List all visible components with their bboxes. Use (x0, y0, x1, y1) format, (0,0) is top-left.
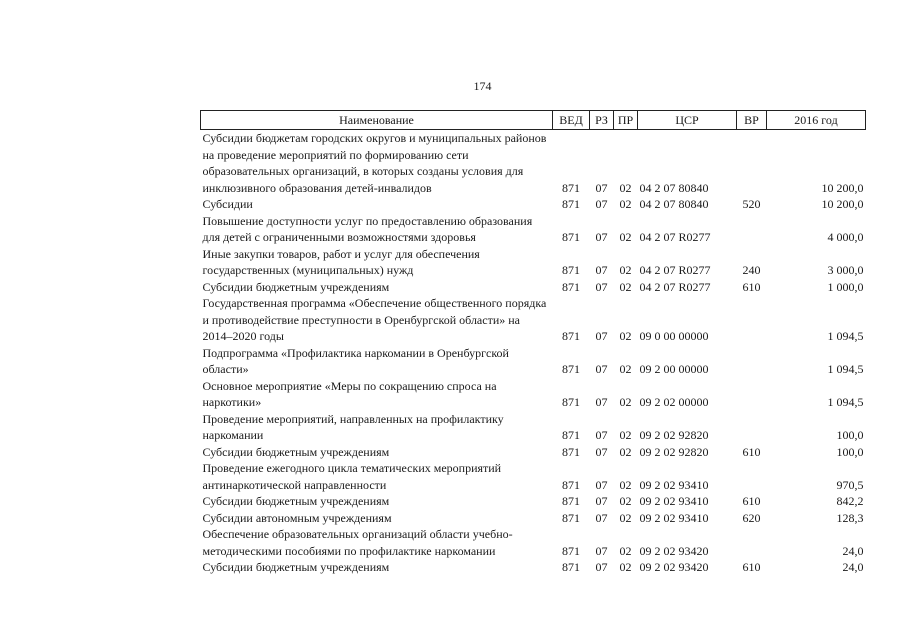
row-csr: 09 2 02 93420 (639, 543, 709, 558)
row-vr: 610 (742, 279, 761, 294)
budget-table (200, 110, 866, 576)
row-amount: 1 094,5 (827, 362, 864, 376)
row-name: Субсидии (202, 197, 253, 211)
table-row (201, 279, 866, 296)
row-name: Субсидии бюджетным учреждениям (202, 560, 390, 574)
header-rz: РЗ (590, 111, 614, 130)
row-ved: 871 (562, 444, 580, 459)
table-row (201, 345, 866, 378)
row-csr: 09 2 02 00000 (639, 395, 709, 409)
table-row (201, 460, 866, 493)
row-amount: 10 200,0 (821, 197, 864, 211)
row-rz: 07 (595, 180, 608, 195)
row-rz: 07 (595, 279, 608, 294)
row-name: Подпрограмма «Профилактика наркомании в Оренбургской области» (202, 345, 509, 376)
row-ved: 871 (562, 362, 580, 376)
row-rz: 07 (595, 395, 608, 409)
row-csr: 09 2 02 92820 (639, 444, 709, 459)
row-ved: 871 (562, 477, 580, 492)
row-name: Обеспечение образовательных организаций области учебно-методическими пособиями по профилактике наркомании (202, 527, 513, 558)
row-name: Субсидии бюджетам городских округов и муниципальных районов на проведение мероприятий по формированию сети образовательных организаций, в которых созданы условия для инклюзивного образования детей-инвалидов (202, 131, 547, 195)
row-csr: 09 2 02 93410 (639, 510, 709, 525)
row-pr: 02 (619, 510, 632, 525)
table-row (201, 493, 866, 510)
row-ved: 871 (562, 560, 580, 574)
row-amount: 24,0 (842, 560, 864, 574)
table-row (201, 213, 866, 246)
row-csr: 04 2 07 80840 (639, 180, 709, 195)
table-row (201, 378, 866, 411)
row-pr: 02 (619, 444, 632, 459)
table-header-row (201, 111, 866, 130)
table-row (201, 246, 866, 279)
table-row (201, 526, 866, 559)
row-pr: 02 (619, 279, 632, 294)
row-ved: 871 (562, 263, 580, 277)
row-pr: 02 (619, 197, 632, 211)
row-amount: 100,0 (836, 444, 864, 459)
row-amount: 3 000,0 (827, 263, 864, 277)
row-pr: 02 (619, 543, 632, 558)
table-row (201, 130, 866, 197)
row-pr: 02 (619, 329, 632, 343)
header-ved: ВЕД (553, 111, 590, 130)
row-rz: 07 (595, 362, 608, 376)
row-pr: 02 (619, 428, 632, 442)
row-vr (737, 411, 767, 444)
header-csr: ЦСР (638, 111, 737, 130)
row-rz: 07 (595, 477, 608, 492)
row-ved: 871 (562, 197, 580, 211)
row-vr: 610 (742, 444, 761, 459)
row-vr: 240 (742, 263, 761, 277)
row-vr (737, 345, 767, 378)
row-amount: 970,5 (836, 477, 864, 492)
row-pr: 02 (619, 180, 632, 195)
header-pr: ПР (614, 111, 638, 130)
row-amount: 10 200,0 (821, 180, 864, 195)
row-rz: 07 (595, 560, 608, 574)
row-rz: 07 (595, 197, 608, 211)
row-csr: 04 2 07 R0277 (639, 230, 711, 244)
row-vr: 610 (742, 560, 761, 574)
row-ved: 871 (562, 510, 580, 525)
row-vr (737, 213, 767, 246)
header-year: 2016 год (767, 111, 866, 130)
row-amount: 128,3 (836, 510, 864, 525)
row-name: Иные закупки товаров, работ и услуг для обеспечения государственных (муниципальных) нужд (202, 246, 480, 277)
table-row (201, 559, 866, 576)
row-pr: 02 (619, 477, 632, 492)
row-csr: 04 2 07 80840 (639, 197, 709, 211)
row-rz: 07 (595, 510, 608, 525)
row-ved: 871 (562, 329, 580, 343)
table-row (201, 444, 866, 461)
row-csr: 09 2 02 92820 (639, 428, 709, 442)
row-csr: 09 0 00 00000 (639, 329, 709, 343)
row-rz: 07 (595, 263, 608, 277)
row-vr: 610 (742, 494, 761, 508)
row-rz: 07 (595, 230, 608, 244)
row-name: Основное мероприятие «Меры по сокращению спроса на наркотики» (202, 378, 497, 409)
row-pr: 02 (619, 263, 632, 277)
table-row (201, 196, 866, 213)
row-name: Субсидии бюджетным учреждениям (202, 444, 390, 459)
row-rz: 07 (595, 428, 608, 442)
row-amount: 100,0 (836, 428, 864, 442)
row-name: Субсидии бюджетным учреждениям (202, 279, 390, 294)
row-ved: 871 (562, 395, 580, 409)
table-row (201, 295, 866, 345)
row-vr: 620 (742, 510, 761, 525)
row-csr: 04 2 07 R0277 (639, 263, 711, 277)
row-csr: 09 2 02 93410 (639, 477, 709, 492)
row-rz: 07 (595, 543, 608, 558)
row-ved: 871 (562, 543, 580, 558)
row-vr (737, 460, 767, 493)
row-pr: 02 (619, 494, 632, 508)
header-vr: ВР (737, 111, 767, 130)
row-amount: 1 094,5 (827, 395, 864, 409)
row-csr: 09 2 00 00000 (639, 362, 709, 376)
row-rz: 07 (595, 444, 608, 459)
row-ved: 871 (562, 428, 580, 442)
row-name: Проведение мероприятий, направленных на профилактику наркомании (202, 411, 504, 442)
row-name: Субсидии автономным учреждениям (202, 510, 392, 525)
row-csr: 09 2 02 93410 (639, 494, 709, 508)
row-name: Государственная программа «Обеспечение общественного порядка и противодействие преступности в Оренбургской области» на 2014–2020 годы (202, 296, 547, 343)
row-amount: 24,0 (842, 543, 864, 558)
row-pr: 02 (619, 560, 632, 574)
row-name: Субсидии бюджетным учреждениям (202, 494, 390, 508)
table-row (201, 510, 866, 527)
header-name: Наименование (201, 111, 553, 130)
row-amount: 4 000,0 (827, 230, 864, 244)
row-pr: 02 (619, 395, 632, 409)
page-number: 174 (473, 79, 492, 93)
row-rz: 07 (595, 329, 608, 343)
row-ved: 871 (562, 494, 580, 508)
row-ved: 871 (562, 279, 580, 294)
row-vr (737, 378, 767, 411)
row-csr: 09 2 02 93420 (639, 560, 709, 574)
row-amount: 1 000,0 (827, 279, 864, 294)
table-row (201, 411, 866, 444)
row-amount: 1 094,5 (827, 329, 864, 343)
row-name: Повышение доступности услуг по предоставлению образования для детей с ограниченными возможностями здоровья (202, 213, 533, 244)
row-vr (737, 526, 767, 559)
row-vr: 520 (742, 197, 761, 211)
row-amount: 842,2 (836, 494, 864, 508)
row-ved: 871 (562, 230, 580, 244)
row-vr (737, 295, 767, 345)
row-rz: 07 (595, 494, 608, 508)
row-ved: 871 (562, 180, 580, 195)
row-vr (737, 130, 767, 197)
row-name: Проведение ежегодного цикла тематических мероприятий антинаркотической направленности (202, 461, 502, 492)
row-csr: 04 2 07 R0277 (639, 279, 711, 294)
row-pr: 02 (619, 230, 632, 244)
row-pr: 02 (619, 362, 632, 376)
